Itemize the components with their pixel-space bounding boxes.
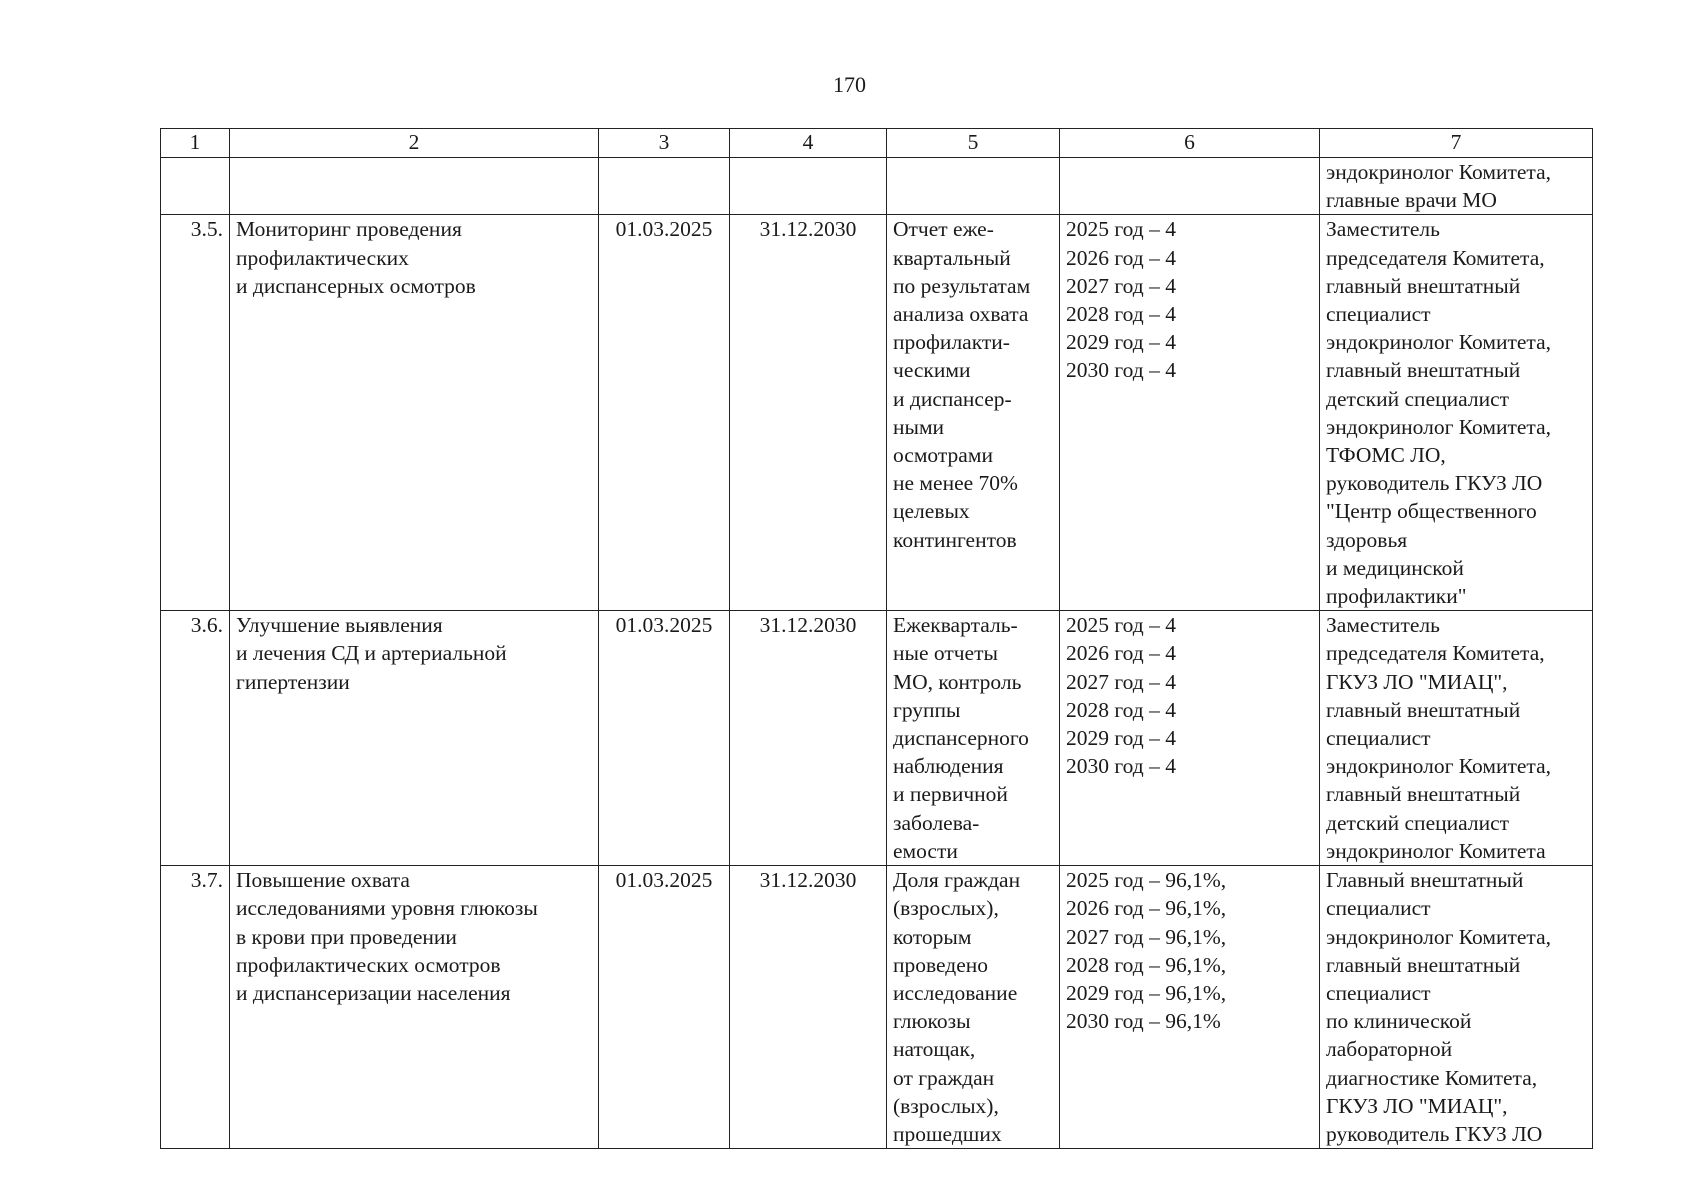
column-header: 3	[599, 129, 730, 158]
cell-line: Отчет еже-	[893, 217, 994, 242]
start-date-cell: 01.03.2025	[599, 215, 730, 611]
cell-line: ческими	[893, 358, 971, 383]
column-header: 6	[1060, 129, 1320, 158]
start-date-cell: 01.03.2025	[599, 866, 730, 1149]
cell-line: эндокринолог Комитета,	[1326, 160, 1552, 184]
cell-line: специалист	[1326, 896, 1431, 921]
cell-line: 2028 год – 96,1%,	[1066, 952, 1227, 977]
values-cell	[1060, 611, 1320, 866]
cell-line: и диспансер-	[893, 386, 1012, 411]
table-row	[161, 611, 1593, 866]
cell-line: контингентов	[893, 527, 1017, 552]
column-header: 2	[230, 129, 599, 158]
values-cell	[1060, 866, 1320, 1149]
cell-line: 2027 год – 4	[1066, 669, 1176, 694]
cell-line: профилактики"	[1326, 584, 1467, 609]
activity-cell	[230, 158, 599, 215]
cell-line: 2025 год – 4	[1066, 217, 1176, 242]
cell-line: главный внештатный	[1326, 782, 1521, 807]
cell-line: 2025 год – 96,1%,	[1066, 868, 1227, 893]
cell-line: и диспансерных осмотров	[236, 273, 476, 298]
cell-line: главный внештатный	[1326, 952, 1521, 977]
table-row	[161, 215, 1593, 611]
activity-cell	[230, 215, 599, 611]
column-header: 1	[161, 129, 230, 158]
cell-line: здоровья	[1326, 527, 1408, 552]
cell-line: эндокринолог Комитета,	[1326, 754, 1552, 779]
cell-line: профилактических	[236, 245, 409, 270]
indicator-cell	[887, 611, 1060, 866]
cell-line: Заместитель	[1326, 217, 1440, 242]
row-number: 3.7.	[161, 866, 230, 1149]
start-date-cell	[599, 158, 730, 215]
column-header: 5	[887, 129, 1060, 158]
indicator-cell	[887, 215, 1060, 611]
cell-line: ТФОМС ЛО,	[1326, 443, 1446, 468]
cell-line: профилактических осмотров	[236, 952, 501, 977]
row-number: 3.6.	[161, 611, 230, 866]
cell-line: Главный внештатный	[1326, 868, 1524, 893]
activity-cell	[230, 866, 599, 1149]
cell-line: ными	[893, 414, 945, 439]
cell-line: эндокринолог Комитета,	[1326, 414, 1552, 439]
cell-line: профилакти-	[893, 330, 1010, 355]
cell-line: 2030 год – 96,1%	[1066, 1009, 1221, 1034]
cell-line: по результатам	[893, 273, 1031, 298]
values-cell	[1060, 158, 1320, 215]
indicator-cell	[887, 158, 1060, 215]
cell-line: гипертензии	[236, 669, 350, 694]
cell-line: лабораторной	[1326, 1037, 1453, 1062]
cell-line: проведено	[893, 952, 989, 977]
cell-line: главные врачи МО	[1326, 188, 1497, 213]
cell-line: детский специалист	[1326, 386, 1510, 411]
cell-line: 2029 год – 96,1%,	[1066, 981, 1227, 1006]
cell-line: наблюдения	[893, 754, 1004, 779]
responsible-cell	[1320, 158, 1593, 215]
indicator-cell	[887, 866, 1060, 1149]
cell-line: осмотрами	[893, 443, 993, 468]
table-row	[161, 158, 1593, 215]
cell-line: эндокринолог Комитета	[1326, 838, 1546, 863]
cell-line: специалист	[1326, 302, 1431, 327]
cell-line: председателя Комитета,	[1326, 641, 1545, 666]
end-date-cell: 31.12.2030	[730, 866, 887, 1149]
responsible-cell	[1320, 866, 1593, 1149]
cell-line: Мониторинг проведения	[236, 217, 462, 242]
cell-line: от граждан	[893, 1065, 995, 1090]
cell-line: 2030 год – 4	[1066, 754, 1176, 779]
cell-line: не менее 70%	[893, 471, 1018, 496]
cell-line: и диспансеризации населения	[236, 981, 511, 1006]
cell-line: 2028 год – 4	[1066, 697, 1176, 722]
responsible-cell	[1320, 611, 1593, 866]
cell-line: эндокринолог Комитета,	[1326, 330, 1552, 355]
table-row	[161, 866, 1593, 1149]
cell-line: 2030 год – 4	[1066, 358, 1176, 383]
end-date-cell: 31.12.2030	[730, 215, 887, 611]
cell-line: руководитель ГКУЗ ЛО	[1326, 1122, 1543, 1147]
cell-line: 2026 год – 96,1%,	[1066, 896, 1227, 921]
column-header: 4	[730, 129, 887, 158]
cell-line: диагностике Комитета,	[1326, 1065, 1538, 1090]
cell-line: 2029 год – 4	[1066, 726, 1176, 751]
cell-line: специалист	[1326, 726, 1431, 751]
values-cell	[1060, 215, 1320, 611]
cell-line: 2025 год – 4	[1066, 613, 1176, 638]
cell-line: емости	[893, 838, 958, 863]
cell-line: группы	[893, 697, 961, 722]
cell-line: и лечения СД и артериальной	[236, 641, 507, 666]
cell-line: 2026 год – 4	[1066, 641, 1176, 666]
cell-line: главный внештатный	[1326, 358, 1521, 383]
cell-line: которым	[893, 924, 972, 949]
cell-line: квартальный	[893, 245, 1011, 270]
cell-line: Ежекварталь-	[893, 613, 1018, 638]
cell-line: целевых	[893, 499, 970, 524]
cell-line: диспансерного	[893, 726, 1029, 751]
cell-line: МО, контроль	[893, 669, 1022, 694]
cell-line: 2027 год – 4	[1066, 273, 1176, 298]
cell-line: натощак,	[893, 1037, 976, 1062]
cell-line: Заместитель	[1326, 613, 1440, 638]
responsible-cell	[1320, 215, 1593, 611]
cell-line: 2026 год – 4	[1066, 245, 1176, 270]
cell-line: Повышение охвата	[236, 868, 410, 893]
cell-line: детский специалист	[1326, 810, 1510, 835]
cell-line: ГКУЗ ЛО "МИАЦ",	[1326, 669, 1508, 694]
row-number: 3.5.	[161, 215, 230, 611]
cell-line: анализа охвата	[893, 302, 1029, 327]
row-number	[161, 158, 230, 215]
cell-line: исследованиями уровня глюкозы	[236, 896, 538, 921]
cell-line: и медицинской	[1326, 555, 1464, 580]
activity-cell	[230, 611, 599, 866]
cell-line: ные отчеты	[893, 641, 998, 666]
end-date-cell	[730, 158, 887, 215]
end-date-cell: 31.12.2030	[730, 611, 887, 866]
page-number: 170	[833, 72, 866, 97]
cell-line: прошедших	[893, 1122, 1002, 1147]
cell-line: заболева-	[893, 810, 980, 835]
cell-line: глюкозы	[893, 1009, 971, 1034]
cell-line: главный внештатный	[1326, 697, 1521, 722]
cell-line: 2029 год – 4	[1066, 330, 1176, 355]
cell-line: председателя Комитета,	[1326, 245, 1545, 270]
cell-line: по клинической	[1326, 1009, 1472, 1034]
cell-line: "Центр общественного	[1326, 499, 1537, 524]
cell-line: ГКУЗ ЛО "МИАЦ",	[1326, 1093, 1508, 1118]
cell-line: Улучшение выявления	[236, 613, 443, 638]
cell-line: (взрослых),	[893, 896, 999, 921]
header-row	[161, 129, 1593, 158]
cell-line: руководитель ГКУЗ ЛО	[1326, 471, 1543, 496]
cell-line: (взрослых),	[893, 1093, 999, 1118]
cell-line: и первичной	[893, 782, 1008, 807]
cell-line: Доля граждан	[893, 868, 1021, 893]
plan-table	[160, 128, 1593, 1149]
start-date-cell: 01.03.2025	[599, 611, 730, 866]
cell-line: 2028 год – 4	[1066, 302, 1176, 327]
column-header: 7	[1320, 129, 1593, 158]
cell-line: исследование	[893, 981, 1018, 1006]
cell-line: эндокринолог Комитета,	[1326, 924, 1552, 949]
cell-line: 2027 год – 96,1%,	[1066, 924, 1227, 949]
cell-line: в крови при проведении	[236, 924, 457, 949]
cell-line: главный внештатный	[1326, 273, 1521, 298]
cell-line: специалист	[1326, 981, 1431, 1006]
